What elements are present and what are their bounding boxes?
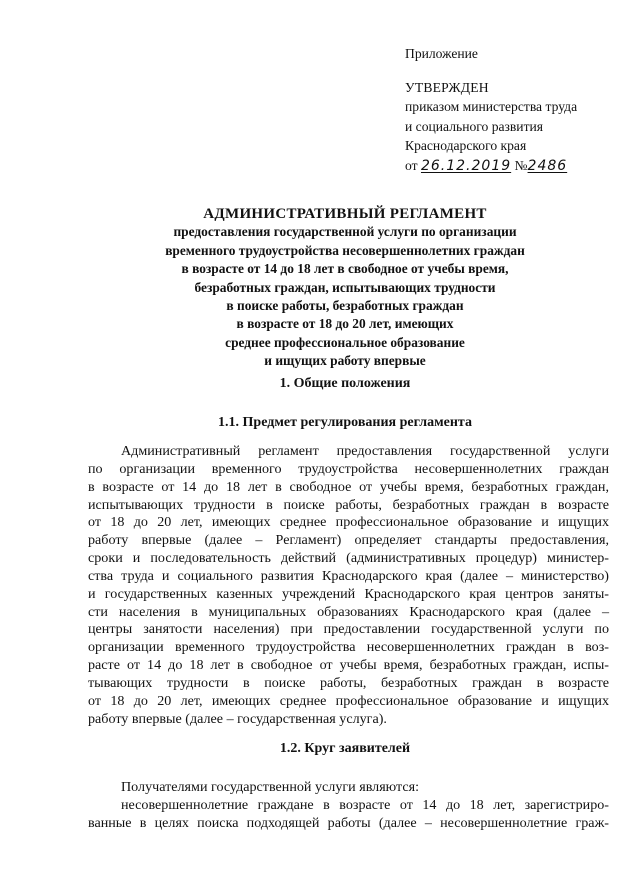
paragraph-line: организации временного трудоустройства несовершеннолетних граждан в воз- [88, 639, 609, 656]
approval-line-1: приказом министерства труда [405, 99, 578, 115]
title-main: АДМИНИСТРАТИВНЫЙ РЕГЛАМЕНТ [203, 206, 487, 222]
paragraph-line: расте от 14 до 18 лет в свободное от учебы время, безработных граждан, испы- [88, 657, 609, 674]
paragraph-line: от 18 до 20 лет, имеющих среднее профессиональное образование и ищущих [88, 514, 609, 531]
approval-line-2: и социального развития [405, 118, 544, 134]
title-line: в возрасте от 18 до 20 лет, имеющих [236, 316, 454, 332]
date-prefix: от [405, 157, 418, 173]
number-prefix: № [514, 157, 528, 173]
title-line: в поиске работы, безработных граждан [226, 298, 464, 314]
section-1-2-heading: 1.2. Круг заявителей [279, 741, 411, 756]
paragraph-line: от 18 до 20 лет, имеющих среднее профессиональное образование и ищущих [88, 692, 609, 709]
title-line: и ищущих работу впервые [264, 353, 426, 369]
paragraph-line: сти населения в муниципальных образованиях Краснодарского края (далее – [88, 603, 609, 620]
paragraph-line: несовершеннолетние граждане в возрасте от 14 до 18 лет, зарегистриро- [121, 797, 609, 814]
paragraph-line: ванные в целях поиска подходящей работы (далее – несовершеннолетние граж- [88, 815, 609, 832]
paragraph-line: Административный регламент предоставления государственной услуги [121, 443, 609, 459]
paragraph-line: и государственных казенных учреждений Краснодарского края центров заняты- [88, 585, 609, 602]
paragraph-line: ства труда и социального развития Краснодарского края (далее – министерство) [88, 567, 609, 584]
number-value: 2486 [527, 157, 568, 174]
approval-line-3: Краснодарского края [405, 138, 527, 154]
section-1-2-paragraph [88, 778, 609, 833]
paragraph-line: центры занятости населения) при предоставлении государственной услуги по [88, 621, 609, 638]
paragraph-line: испытывающих трудности в поиске работы, безработных граждан в возрасте [88, 496, 609, 513]
title-line: временного трудоустройства несовершеннолетних граждан [165, 242, 525, 258]
title-line: в возрасте от 14 до 18 лет в свободное от учебы время, [181, 261, 509, 277]
paragraph-line: сроки и последовательность действий (административных процедур) министер- [88, 550, 609, 567]
title-line: предоставления государственной услуги по организации [173, 224, 517, 240]
section-1-1-paragraph [88, 443, 609, 729]
paragraph-line: в возрасте от 14 до 18 лет в свободное от учебы время, безработных граждан, [88, 478, 609, 495]
paragraph-line: работу впервые (далее – Регламент) определяет стандарты предоставления, [88, 532, 609, 549]
approval-date-line [405, 156, 630, 177]
title-line: безработных граждан, испытывающих трудности [194, 279, 496, 295]
paragraph-line: по организации временного трудоустройства несовершеннолетних граждан [88, 460, 609, 477]
document-title [60, 205, 630, 371]
title-line: среднее профессиональное образование [225, 334, 465, 350]
date-value: 26.12.2019 [420, 157, 512, 174]
approved-label: УТВЕРЖДЕН [405, 79, 489, 95]
paragraph-line: Получателями государственной услуги являются: [121, 779, 420, 795]
appendix-label: Приложение [405, 46, 478, 61]
paragraph-line: работу впервые (далее – государственная услуга). [88, 710, 387, 727]
approval-block [405, 44, 630, 177]
section-1-1-heading: 1.1. Предмет регулирования регламента [218, 415, 472, 430]
paragraph-line: тывающих трудности в поиске работы, безработных граждан в возрасте [88, 674, 609, 691]
section-1-heading: 1. Общие положения [279, 376, 411, 391]
spacer [405, 64, 630, 78]
